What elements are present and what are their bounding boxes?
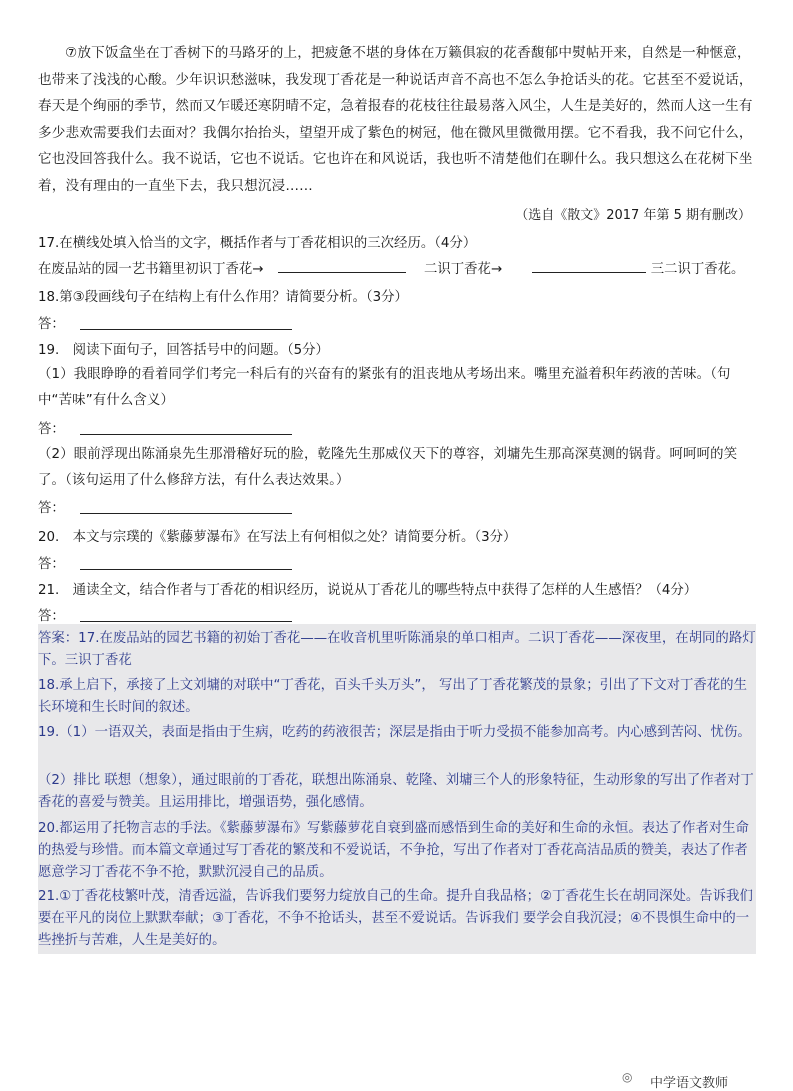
question-20: 20. 本文与宗璞的《紫藤萝瀑布》在写法上有何相似之处？请简要分析。（3分） (38, 530, 517, 545)
question-18: 18.第③段画线句子在结构上有什么作用？请简要分析。（3分） (38, 290, 408, 305)
answer-blank-20[interactable] (80, 555, 292, 570)
question-17-blanks (38, 258, 744, 277)
answer-line-19-1 (38, 418, 65, 437)
passage-paragraph-7: ⑦放下饭盒坐在丁香树下的马路牙的上，把疲惫不堪的身体在万籁俱寂的花香馥郁中熨帖开来，自然是一种惬意，也带来了浅浅的心酸。少年识识愁滋味，我发现丁香花是一种说话声音不高也不怎么争抢话头的花。它甚至不爱说话，春天是个绚丽的季节，然而又乍暖还寒阴晴不定，急着报春的花枝往往最易落入风尘，人生是美好的，然而人这一生有多少悲欢需要我们去面对？我偶尔抬抬头，望望开成了紫色的树冠，他在微风里微微用摆。它不看我，我不问它什么，它也没回答我什么。我不说话，它也不说话。它也许在和风说话，我也听不清楚他们在聊什么。我只想这么在花树下坐着，没有理由的一直坐下去，我只想沉浸…… (38, 45, 753, 194)
answer-label: 答： (38, 422, 65, 437)
answer-blank-21[interactable] (80, 607, 292, 622)
answer-18: 18.承上启下，承接了上文刘墉的对联中“丁香花，百头千头万头”， 写出了丁香花繁茂的景象；引出了下文对丁香花的生长环境和生长时间的叙述。 (38, 678, 747, 715)
wechat-icon: ◎ (622, 1070, 633, 1084)
q17-blank-1[interactable] (278, 258, 406, 273)
answer-line-18 (38, 313, 65, 332)
answer-label: 答： (38, 609, 65, 624)
q17-part3: 三二识丁香花。 (650, 262, 745, 277)
answer-20: 20.都运用了托物言志的手法。《紫藤萝瀑布》写紫藤萝花自衰到盛而感悟到生命的美好和生命的永恒。表达了作者对生命的热爱与珍惜。而本篇文章通过写丁香花的繁茂和不爱说话，不争抢，写出了作者对丁香花高洁品质的赞美，表达了作者愿意学习丁香花不争不抢，默默沉浸自己的品质。 (38, 821, 749, 880)
answer-line-21 (38, 605, 65, 624)
watermark-text: 中学语文教师 (650, 1076, 729, 1091)
question-19-2: （2）眼前浮现出陈涌泉先生那滑稽好玩的脸，乾隆先生那威仪天下的尊容，刘墉先生那高深莫测的锅背。呵呵呵的笑了。（该句运用了什么修辞方法，有什么表达效果。） (38, 447, 738, 488)
answer-21: 21.①丁香花枝繁叶茂，清香远溢，告诉我们要努力绽放自己的生命。提升自我品格；②丁香花生长在胡同深处。告诉我们要在平凡的岗位上默默奉献；③丁香花，不争不抢话头，甚至不爱说话。告诉我们 要学会自我沉浸；④不畏惧生命中的一些挫折与苦难，人生是美好的。 (38, 889, 753, 948)
answer-blank-19-1[interactable] (80, 420, 292, 435)
answer-line-19-2 (38, 497, 65, 516)
question-21: 21. 通读全文，结合作者与丁香花的相识经历，说说从丁香花儿的哪些特点中获得了怎样的人生感悟？（4分） (38, 583, 698, 598)
passage-source: （选自《散文》2017 年第 5 期有删改） (515, 208, 751, 223)
answer-17: 答案：17.在废品站的园艺书籍的初始丁香花——在收音机里听陈涌泉的单口相声。二识丁香花——深夜里，在胡同的路灯下。三识丁香花 (38, 631, 756, 668)
answer-label: 答： (38, 317, 65, 332)
answer-19-1: 19.（1）一语双关，表面是指由于生病，吃药的药液很苦；深层是指由于听力受损不能参加高考。内心感到苦闷、忧伤。 (38, 725, 751, 740)
question-19-1: （1）我眼睁睁的看着同学们考完一科后有的兴奋有的紧张有的沮丧地从考场出来。嘴里充溢着积年药液的苦味。（句中“苦味”有什么含义） (38, 367, 731, 408)
answer-label: 答： (38, 501, 65, 516)
answer-19-2: （2）排比 联想（想象），通过眼前的丁香花，联想出陈涌泉、乾隆、刘墉三个人的形象特征，生动形象的写出了作者对丁香花的喜爱与赞美。且运用排比，增强语势，强化感情。 (38, 773, 754, 810)
question-17: 17.在横线处填入恰当的文字，概括作者与丁香花相识的三次经历。（4分） (38, 236, 477, 251)
answer-blank-18[interactable] (80, 315, 292, 330)
answer-line-20 (38, 553, 65, 572)
question-19: 19. 阅读下面句子，回答括号中的问题。（5分） (38, 343, 329, 358)
q17-blank-2[interactable] (532, 258, 646, 273)
q17-part1: 在废品站的园一艺书籍里初识丁香花→ (38, 262, 264, 277)
answer-label: 答： (38, 557, 65, 572)
q17-part2: 二识丁香花→ (424, 262, 503, 277)
answer-blank-19-2[interactable] (80, 499, 292, 514)
